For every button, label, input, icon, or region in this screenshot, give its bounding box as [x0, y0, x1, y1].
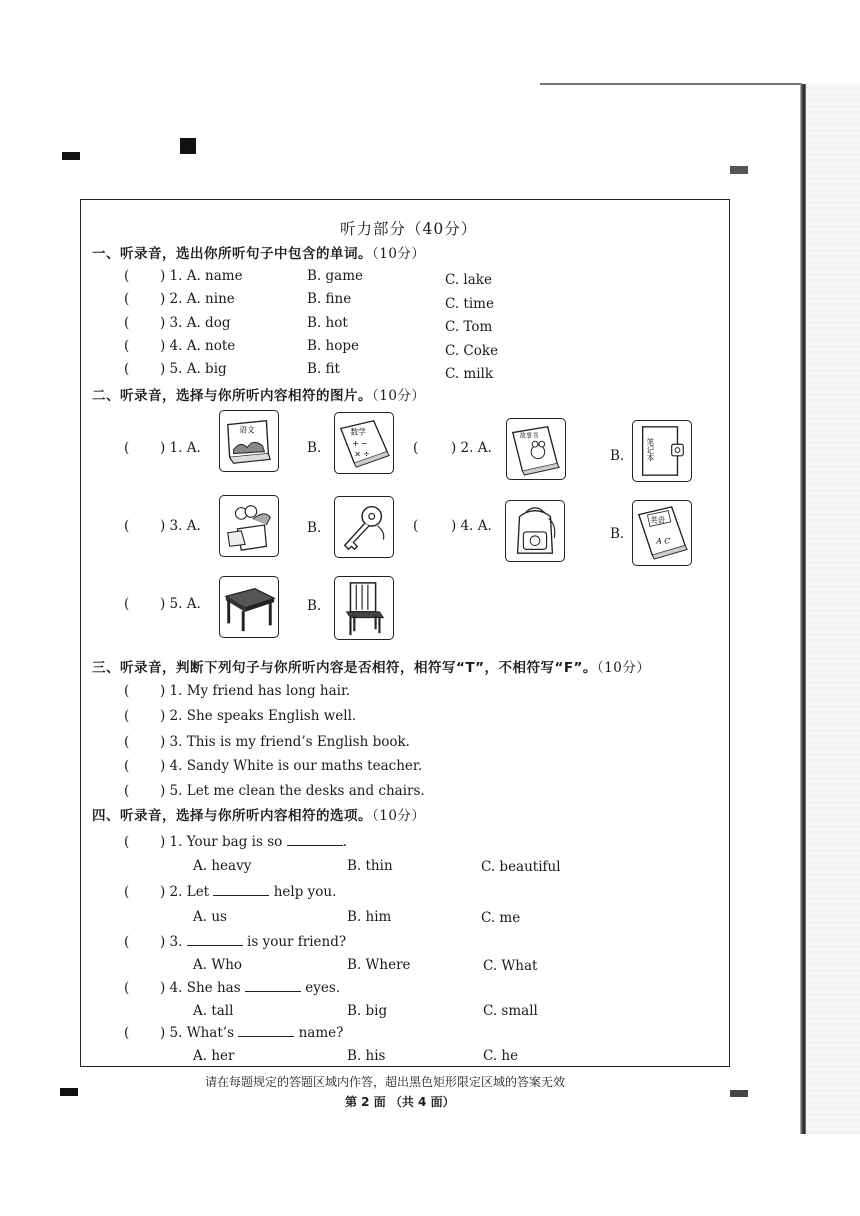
answer-paren[interactable]: ( — [124, 758, 130, 774]
answer-blank[interactable] — [187, 935, 243, 946]
question-option-a: ) 4. A. note — [160, 338, 236, 354]
option-b-label: B. — [307, 440, 322, 456]
answer-paren[interactable]: ( — [124, 440, 130, 456]
answer-paren[interactable]: ( — [124, 596, 130, 612]
maths-book-picture[interactable] — [334, 412, 394, 474]
answer-paren[interactable]: ( — [124, 518, 130, 534]
answer-paren[interactable]: ( — [124, 1025, 130, 1041]
option-b-label: B. — [307, 598, 322, 614]
answer-paren[interactable]: ( — [124, 884, 130, 900]
fill-blank-question: ) 2. Let help you. — [160, 884, 337, 900]
toy-box-picture[interactable] — [219, 495, 279, 557]
answer-paren[interactable]: ( — [124, 683, 130, 699]
fill-blank-question: ) 4. She has eyes. — [160, 980, 341, 996]
question-option-b: B. big — [347, 1003, 388, 1019]
question-label: ) 4. A. — [451, 518, 492, 534]
svg-text:+ −: + − — [352, 438, 368, 448]
book-cover-text: 英语 — [650, 515, 665, 525]
question-option-c: C. he — [483, 1048, 519, 1064]
question-option-b: B. his — [347, 1048, 386, 1064]
section2-heading: 二、听录音，选择与你所听内容相符的图片。（10分） — [92, 388, 426, 404]
statement-item: ) 1. My friend has long hair. — [160, 683, 351, 699]
key-picture[interactable] — [334, 496, 394, 558]
answer-paren[interactable]: ( — [124, 934, 130, 950]
answer-paren[interactable]: ( — [124, 734, 130, 750]
answer-blank[interactable] — [238, 1026, 294, 1037]
scan-edge-line — [540, 83, 802, 85]
question-option-a: ) 3. A. dog — [160, 315, 231, 331]
answer-paren[interactable]: ( — [124, 708, 130, 724]
question-option-a: A. us — [193, 909, 227, 925]
question-option-b: B. Where — [347, 957, 411, 973]
question-option-c: C. me — [481, 910, 521, 926]
statement-item: ) 4. Sandy White is our maths teacher. — [160, 758, 423, 774]
question-label: ) 5. A. — [160, 596, 201, 612]
section-title: 听力部分（40分） — [340, 220, 478, 238]
question-option-c: C. What — [483, 958, 538, 974]
question-label: ) 1. A. — [160, 440, 201, 456]
question-option-b: B. fit — [307, 361, 340, 377]
answer-paren[interactable]: ( — [124, 291, 130, 307]
question-option-c: C. milk — [445, 366, 494, 382]
answer-paren[interactable]: ( — [124, 783, 130, 799]
question-option-a: ) 1. A. name — [160, 268, 243, 284]
statement-item: ) 5. Let me clean the desks and chairs. — [160, 783, 425, 799]
answer-paren[interactable]: ( — [124, 315, 130, 331]
question-option-c: C. lake — [445, 272, 492, 288]
alignment-mark — [730, 1090, 748, 1097]
question-option-a: ) 2. A. nine — [160, 291, 235, 307]
answer-paren[interactable]: ( — [413, 440, 419, 456]
answer-paren[interactable]: ( — [124, 361, 130, 377]
answer-blank[interactable] — [213, 885, 269, 896]
svg-text:× ÷: × ÷ — [354, 449, 370, 459]
question-label: ) 3. A. — [160, 518, 201, 534]
answer-paren[interactable]: ( — [124, 980, 130, 996]
question-option-c: C. Tom — [445, 319, 493, 335]
question-option-a: A. tall — [193, 1003, 234, 1019]
question-option-a: ) 5. A. big — [160, 361, 227, 377]
book-cover-text: 笔记本 — [645, 438, 655, 462]
alignment-mark — [180, 138, 196, 154]
option-b-label: B. — [610, 448, 625, 464]
statement-item: ) 3. This is my friend’s English book. — [160, 734, 410, 750]
book-cover-letters: A C — [656, 536, 671, 546]
section3-heading: 三、听录音，判断下列句子与你所听内容是否相符，相符写“T”，不相符写“F”。（10分） — [92, 660, 651, 676]
question-label: ) 2. A. — [451, 440, 492, 456]
question-option-c: C. Coke — [445, 343, 499, 359]
question-option-b: B. hope — [307, 338, 359, 354]
question-option-a: A. Who — [193, 957, 243, 973]
option-b-label: B. — [610, 526, 625, 542]
page-number: 第 2 面 （共 4 面） — [345, 1095, 455, 1109]
question-option-b: B. hot — [307, 315, 348, 331]
english-book-picture[interactable] — [632, 500, 692, 566]
schoolbag-picture[interactable] — [505, 500, 565, 562]
question-option-c: C. beautiful — [481, 859, 561, 875]
storybook-picture[interactable] — [506, 418, 566, 480]
chinese-book-picture[interactable] — [219, 410, 279, 472]
section1-heading: 一、听录音，选出你所听句子中包含的单词。（10分） — [92, 246, 426, 262]
question-option-b: B. game — [307, 268, 363, 284]
statement-item: ) 2. She speaks English well. — [160, 708, 357, 724]
section4-heading: 四、听录音，选择与你所听内容相符的选项。（10分） — [92, 808, 426, 824]
scan-edge-shadow — [806, 84, 860, 1134]
desk-picture[interactable] — [219, 576, 279, 638]
answer-paren[interactable]: ( — [124, 268, 130, 284]
fill-blank-question: ) 3. is your friend? — [160, 934, 347, 950]
alignment-mark — [62, 152, 80, 160]
answer-blank[interactable] — [245, 981, 301, 992]
answer-blank[interactable] — [287, 835, 343, 846]
book-cover-text: 语文 — [239, 425, 255, 435]
question-option-c: C. time — [445, 296, 494, 312]
book-cover-text: 故事书 — [519, 432, 539, 440]
answer-paren[interactable]: ( — [124, 834, 130, 850]
question-option-b: B. him — [347, 909, 392, 925]
fill-blank-question: ) 1. Your bag is so . — [160, 834, 347, 850]
question-option-a: A. heavy — [193, 858, 252, 874]
question-option-b: B. thin — [347, 858, 393, 874]
fill-blank-question: ) 5. What’s name? — [160, 1025, 344, 1041]
alignment-mark — [730, 166, 748, 174]
book-cover-text: 数学 — [350, 427, 366, 437]
question-option-a: A. her — [193, 1048, 235, 1064]
answer-paren[interactable]: ( — [413, 518, 419, 534]
option-b-label: B. — [307, 520, 322, 536]
question-option-c: C. small — [483, 1003, 538, 1019]
answer-area-note: 请在每题规定的答题区域内作答，超出黑色矩形限定区域的答案无效 — [205, 1075, 566, 1089]
alignment-mark — [60, 1088, 78, 1096]
chair-picture[interactable] — [334, 576, 394, 640]
question-option-b: B. fine — [307, 291, 352, 307]
answer-paren[interactable]: ( — [124, 338, 130, 354]
notebook-picture[interactable] — [632, 420, 692, 482]
